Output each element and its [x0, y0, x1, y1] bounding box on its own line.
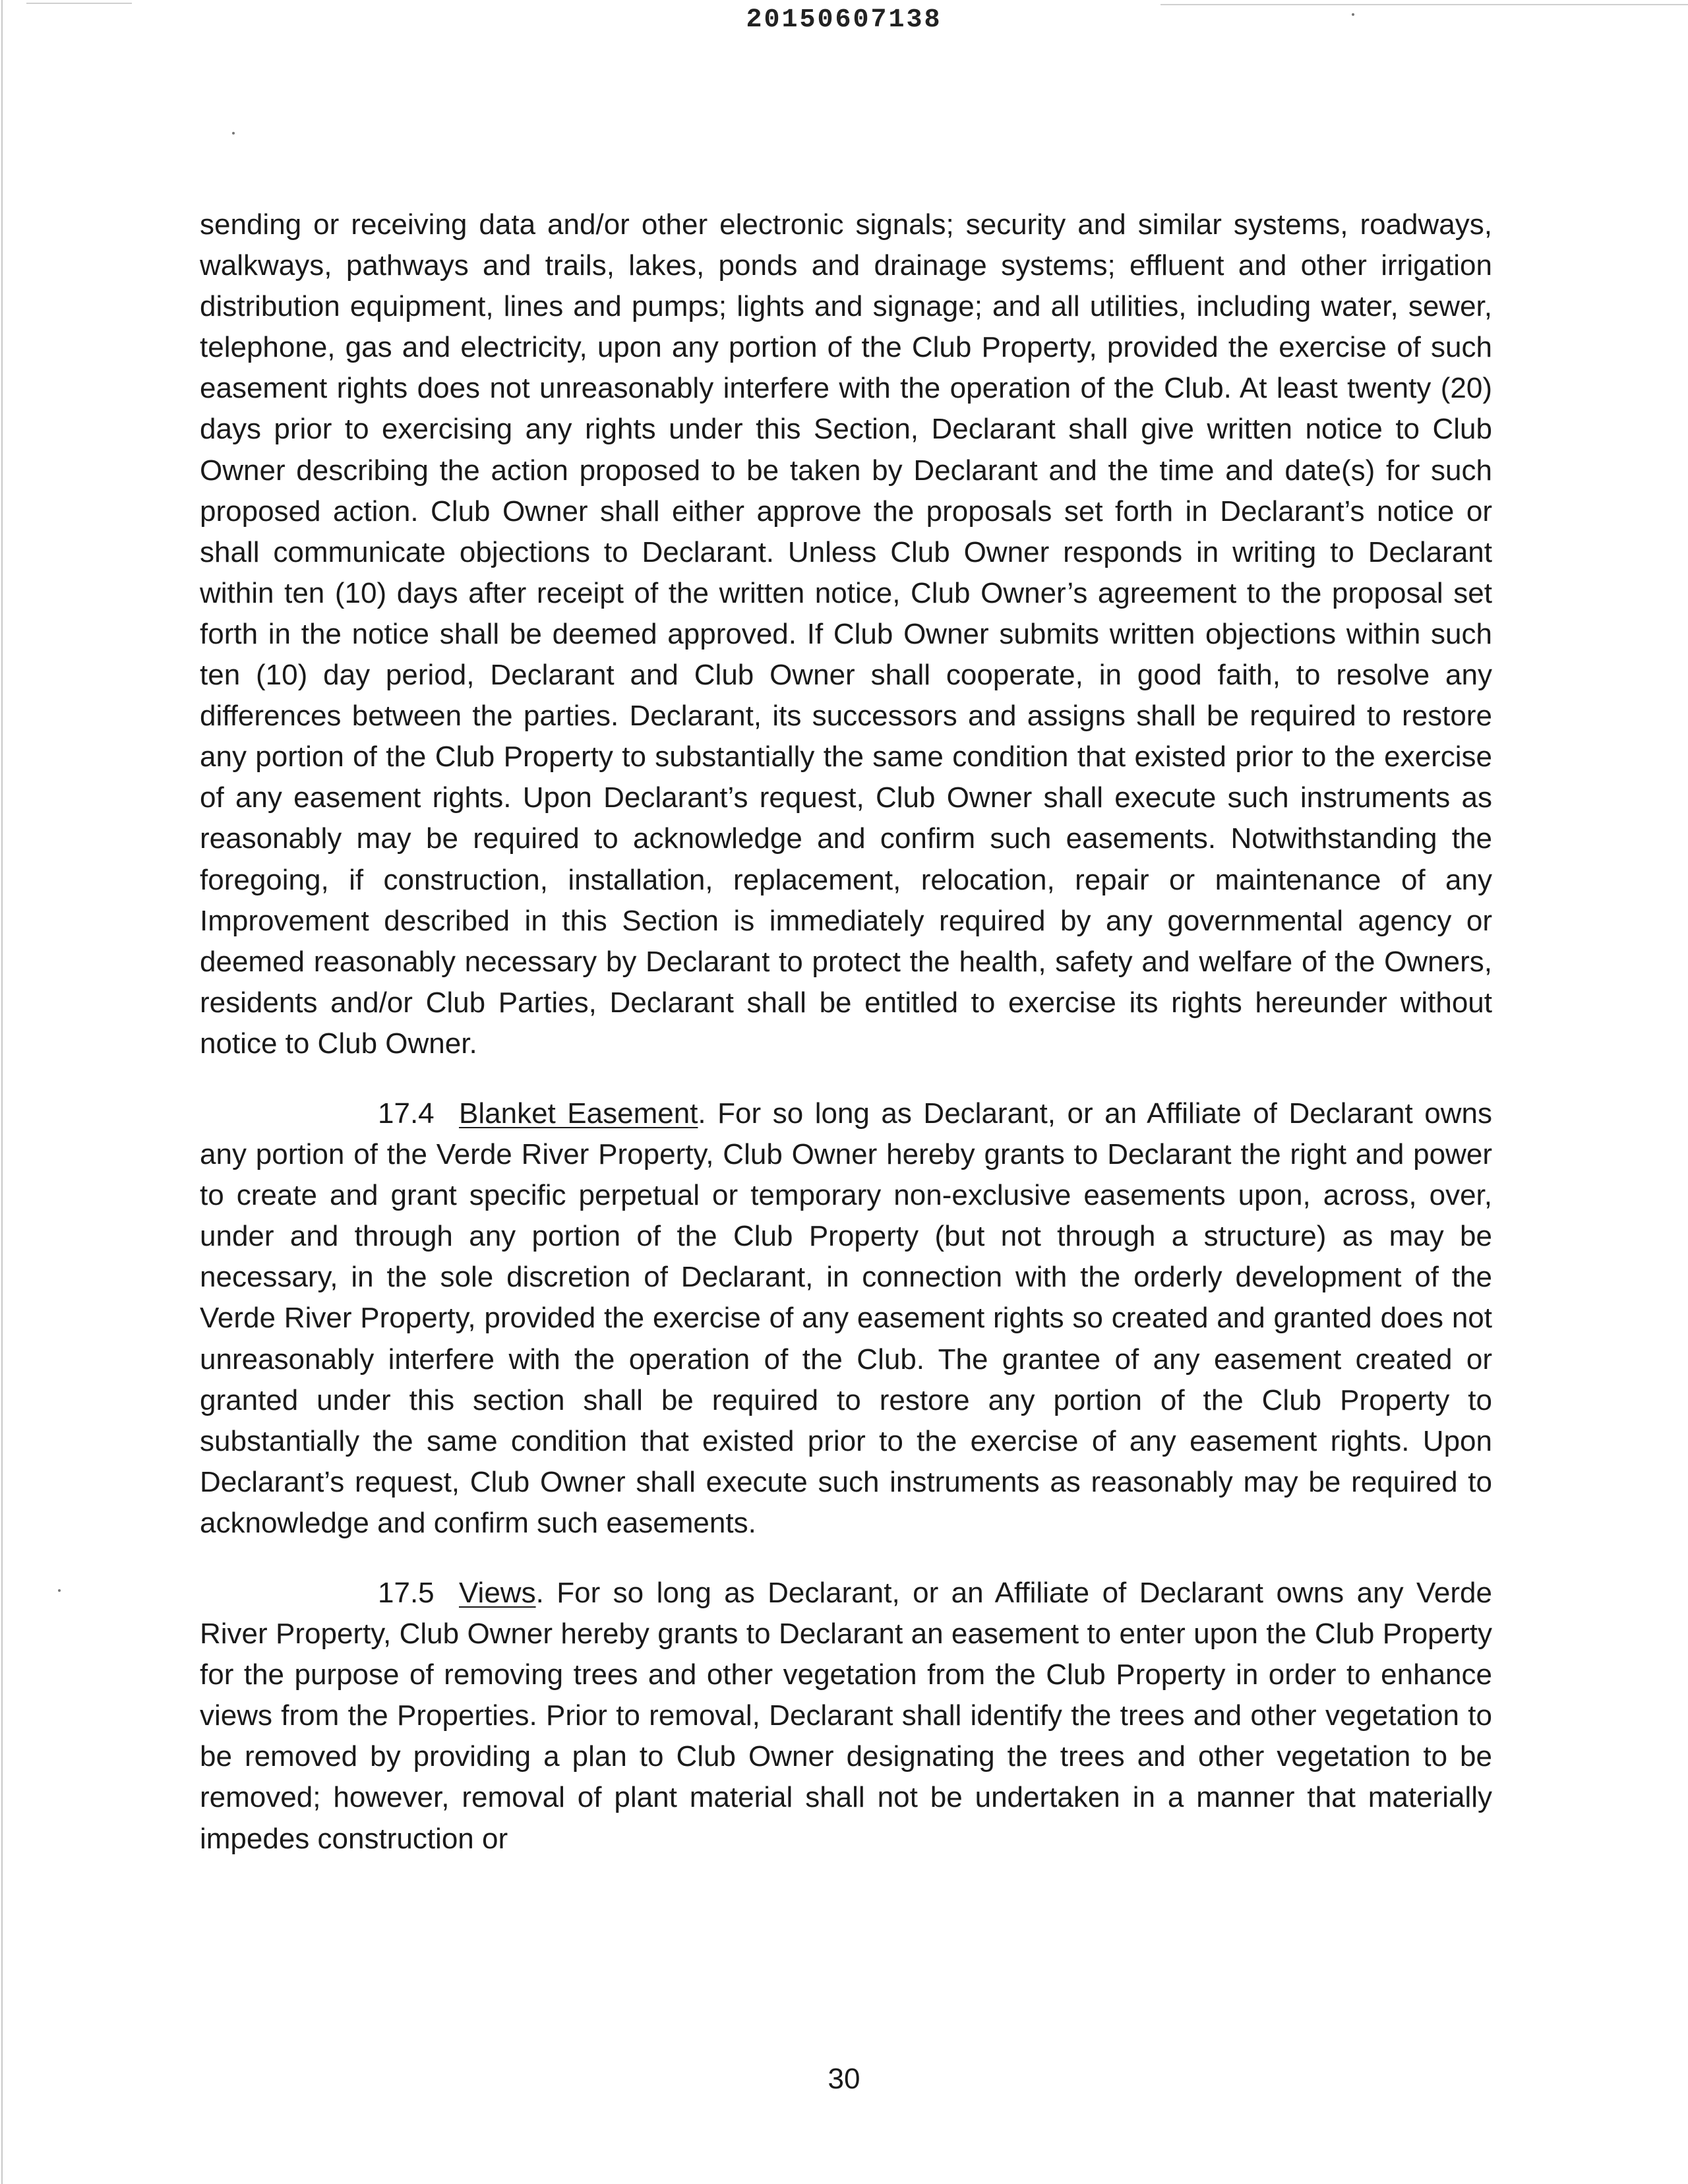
section-heading: Blanket Easement [459, 1097, 698, 1130]
scan-edge-left [1, 0, 3, 2184]
paragraph-continuation: sending or receiving data and/or other electronic signals; security and similar systems, roadways, walkways, pathways and trails, lakes, ponds and drainage systems; effluent and other irrigation distribution equipment, lines and pumps; lights and signage; and all utilities, including water, sewer, telephone, gas and electricity, upon any portion of the Club Property, provided the exercise of such easement rights does not unreasonably interfere with the operation of the Club. At least twenty (20) days prior to exercising any rights under this Section, Declarant shall give written notice to Club Owner describing the action proposed to be taken by Declarant and the time and date(s) for such proposed action. Club Owner shall either approve the proposals set forth in Declarant’s notice or shall communicate objections to Declarant. Unless Club Owner responds in writing to Declarant within ten (10) days after receipt of the written notice, Club Owner’s agreement to the proposal set forth in the notice shall be deemed approved. If Club Owner submits written objections within such ten (10) day period, Declarant and Club Owner shall cooperate, in good faith, to resolve any differences between the parties. Declarant, its successors and assigns shall be required to restore any portion of the Club Property to substantially the same condition that existed prior to the exercise of any easement rights. Upon Declarant’s request, Club Owner shall execute such instruments as reasonably may be required to acknowledge and confirm such easements. Notwithstanding the foregoing, if construction, installation, replacement, relocation, repair or maintenance of any Improvement described in this Section is immediately required by any governmental agency or deemed reasonably necessary by Declarant to protect the health, safety and welfare of the Owners, residents and/or Club Parties, Declarant shall be entitled to exercise its rights hereunder without notice to Club Owner. [200, 208, 1492, 1060]
section-17-4 [200, 1093, 1492, 1544]
section-17-5 [200, 1573, 1492, 1860]
section-text: . For so long as Declarant, or an Affiliate of Declarant owns any portion of the Verde River Property, Club Owner hereby grants to Declarant the right and power to create and grant specific perpetual or temporary non-exclusive easements upon, across, over, under and through any portion of the Club Property (but not through a structure) as may be necessary, in the sole discretion of Declarant, in connection with the orderly development of the Verde River Property, provided the exercise of any easement rights so created and granted does not unreasonably interfere with the operation of the Club. The grantee of any easement created or granted under this section shall be required to restore any portion of the Club Property to substantially the same condition that existed prior to the exercise of any easement rights. Upon Declarant’s request, Club Owner shall execute such instruments as reasonably may be required to acknowledge and confirm such easements. [200, 1097, 1492, 1539]
section-text: . For so long as Declarant, or an Affiliate of Declarant owns any Verde River Property, Club Owner hereby grants to Declarant an easement to enter upon the Club Property for the purpose of removing trees and other vegetation from the Club Property in order to enhance views from the Properties. Prior to removal, Declarant shall identify the trees and other vegetation to be removed by providing a plan to Club Owner designating the trees and other vegetation to be removed; however, removal of plant material shall not be undertaken in a manner that materially impedes construction or [200, 1577, 1492, 1855]
section-number: 17.5 [378, 1577, 435, 1609]
scan-speck [58, 1589, 61, 1592]
scan-speck [1352, 13, 1354, 16]
section-heading: Views [459, 1577, 536, 1609]
document-body [200, 204, 1492, 1860]
scan-speck [232, 132, 235, 135]
document-number: 20150607138 [746, 5, 942, 35]
scan-edge-top-left [26, 3, 132, 4]
section-number: 17.4 [378, 1097, 435, 1130]
page-number: 30 [828, 2063, 860, 2095]
